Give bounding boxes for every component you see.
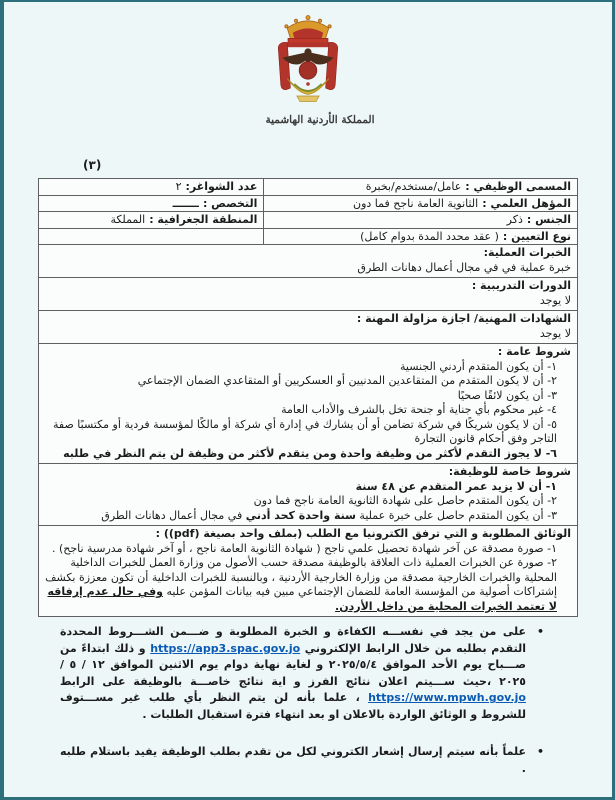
job-title-label: المسمى الوظيفي :	[465, 180, 571, 194]
qualification-label: المؤهل العلمي :	[482, 196, 571, 210]
region-cell	[39, 212, 263, 228]
condition-item: ٤- غير محكوم بأي جناية أو جنحة تخل بالشرف والأداب العامة	[281, 403, 557, 417]
documents-title: الوثائق المطلوبة و التي ترفق الكترونيا مع الطلب (بملف واحد بصيغة (pdf)) :	[155, 527, 571, 541]
training-title: الدورات التدريبية :	[471, 279, 571, 293]
document-text-emphasis: وفي حال عدم إرفاقه لا تعتمد الخبرات المحلية من داخل الأردن.	[47, 585, 557, 613]
bullet-dot-icon: •	[536, 625, 544, 639]
vacancies-label: عدد الشواغر:	[185, 180, 258, 194]
qualification-value: الثانوية العامة ناجح فما دون	[353, 196, 479, 210]
vacancies-cell	[39, 179, 263, 195]
note-text: على من يجد في نفســـه الكفاءة و الخبرة المطلوبة و ضـــمن الشـــروط المحددة التقدم بطلبه من خلال الرابط الإلكتروني	[60, 625, 526, 655]
bullet-dot-icon: •	[536, 745, 544, 759]
condition-text-bold: سنة واحدة كحد أدني	[245, 508, 356, 522]
condition-item: ٢- أن لا يكون المتقدم من المتقاعدين المدنيين أو العسكريين أو المتقاعدي الضمان الإجتماعي	[137, 374, 557, 388]
confirmation-note-text: علماً بأنه سيتم إرسال إشعار الكتروني لكل من تقدم بطلب الوظيفة يفيد باستلام طلبه .	[60, 745, 526, 775]
gender-value: ذكر	[506, 213, 523, 227]
condition-item: ١- أن لا يزيد عمر المتقدم عن ٤٨ سنة	[355, 479, 557, 493]
condition-item: ٦- لا يجوز التقدم لأكثر من وظيفة واحدة ومن يتقدم لأكثر من وظيفة لن يتم النظر في طلبه	[63, 446, 557, 460]
condition-text: ٣- أن يكون المتقدم حاصل على خبرة عملية	[355, 508, 557, 522]
appointment-type-value: ( عقد محدد المدة بدوام كامل)	[360, 229, 499, 243]
gender-cell	[263, 212, 577, 228]
vacancies-value: ٢	[175, 180, 182, 194]
specialization-cell	[39, 196, 263, 212]
confirmation-note	[60, 744, 544, 777]
certificates-section	[39, 311, 577, 344]
experience-body: خبرة عملية في في مجال أعمال دهانات الطرق	[357, 260, 571, 274]
document-item	[45, 556, 571, 614]
table-row-job-title	[39, 179, 577, 196]
job-title-value: عامل/مستخدم/بخبرة	[365, 180, 462, 194]
condition-item: ١- أن يكون المتقدم أردني الجنسية	[400, 359, 557, 373]
ministry-website-link[interactable]: https://www.mpwh.gov.jo	[368, 691, 526, 705]
note-text: ، علما بأنه لن يتم النظر بأي طلب غير مســـتوف للشروط و الوثائق الواردة بالاعلان او بعد انتهاء فترة استقبال الطلبات .	[60, 691, 526, 721]
gender-label: الجنس :	[526, 213, 571, 227]
specialization-value: ـــــــ	[172, 196, 199, 210]
condition-item: ٢- أن يكون المتقدم حاصل على شهادة الثانوية العامة ناجح فما دون	[253, 494, 557, 508]
job-title-cell	[263, 179, 577, 195]
application-portal-link[interactable]: https://app3.spac.gov.jo	[150, 641, 301, 655]
region-label: المنطقة الجغرافية :	[149, 213, 258, 227]
specialization-label: التخصص :	[202, 196, 258, 210]
general-conditions-title: شروط عامة :	[497, 345, 571, 359]
page-number: (٣)	[83, 158, 102, 172]
appointment-type-cell	[263, 229, 577, 245]
condition-item: ٥- أن لا يكون شريكًا في شركة تضامن أو أن يشارك في إدارة أي شركة أو مالكًا لمؤسسة فردية أو مكتسبًا صفة التاجر وفق أحكام قانون التجارة	[52, 417, 557, 446]
note-text: و ذلك ابتداءً من صـــباح يوم الأحد الموافق ٢٠٢٥/٥/٤ و لغاية نهاية دوام يوم الاثنين الموافق ١٢ / ٥ /٢٠٢٥ ،حيث ســـيتم اعلان نتائج الفرز و اية نتائج خاصـــة بالوظيفة على الرابط	[60, 641, 526, 688]
table-row-qualification	[39, 196, 577, 213]
certificates-body: لا يوجد	[539, 326, 571, 340]
document-item: ١- صورة مصدقة عن آخر شهادة تحصيل علمي ناجح ( شهادة الثانوية العامة ناجح ، أو آخر شهادة مدرسية ناجح) .	[51, 541, 557, 555]
document-text: ٢- صورة عن الخبرات العملية ذات العلاقة بالوظيفة مصدقة حسب الأصول من وزارة العمل للخبرات الداخلية المحلية والخبرات الخارجية مصدقة من وزارة الخارجية الأردنية ، وبالنسبة للخبرات الداخلية أن تكون معززة بكشف إشتراكات أصولية من المؤسسة العامة للضمان الإجتماعي مبين فيه بيانات المؤمن عليه	[45, 556, 557, 599]
experience-section	[39, 245, 577, 278]
table-row-gender	[39, 212, 577, 229]
documents-section	[39, 526, 577, 616]
training-body: لا يوجد	[539, 293, 571, 307]
jordan-coat-of-arms-icon	[260, 10, 356, 110]
kingdom-name-calligraphy: المملكة الأردنية الهاشمية	[265, 114, 375, 126]
header	[4, 10, 612, 126]
general-conditions-section	[39, 344, 577, 464]
job-details-table	[38, 178, 578, 617]
special-conditions-section	[39, 464, 577, 526]
qualification-cell	[263, 196, 577, 212]
application-note-text	[60, 624, 526, 723]
condition-item: ٣- أن يكون لائقًا صحيًا	[457, 388, 557, 402]
training-section	[39, 278, 577, 311]
special-conditions-title: شروط خاصة للوظيفة:	[448, 465, 571, 479]
region-value: المملكة	[110, 213, 146, 227]
empty-cell	[39, 229, 263, 245]
appointment-type-label: نوع التعيين :	[502, 229, 571, 243]
experience-title: الخبرات العملية:	[483, 246, 571, 259]
condition-text: في مجال أعمال دهانات الطرق	[101, 508, 246, 522]
certificates-title: الشهادات المهنية/ اجازة مزاولة المهنة :	[356, 312, 571, 326]
condition-item	[45, 509, 571, 524]
application-note	[60, 624, 544, 723]
footer-notes	[4, 617, 612, 777]
table-row-appointment-type	[39, 229, 577, 246]
